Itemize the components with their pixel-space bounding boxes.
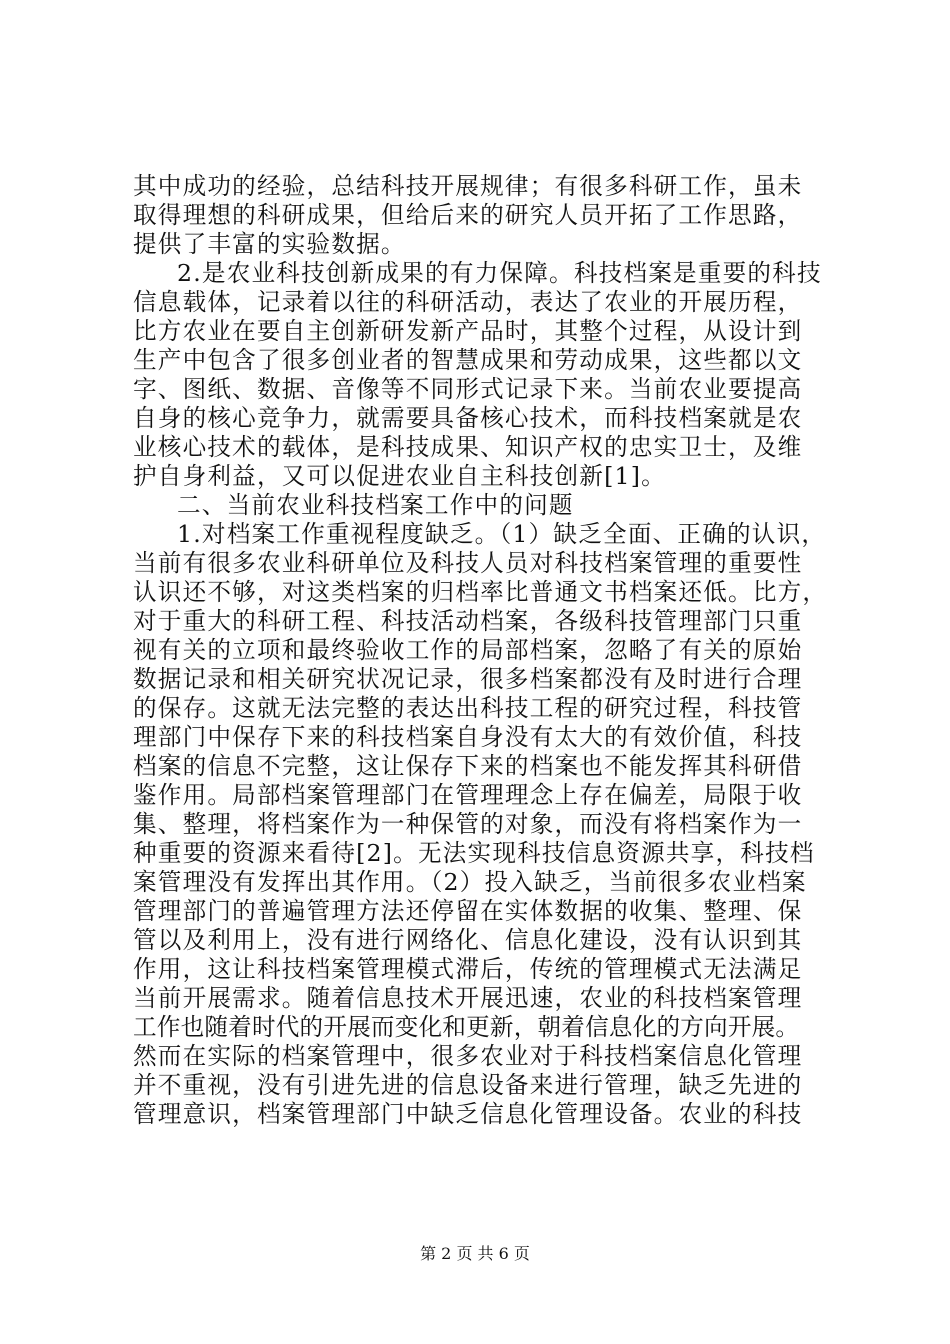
text-line: 其中成功的经验，总结科技开展规律；有很多科研工作，虽未 xyxy=(133,172,803,200)
text-line: 生产中包含了很多创业者的智慧成果和劳动成果，这些都以文 xyxy=(133,346,803,374)
text-line: 并不重视，没有引进先进的信息设备来进行管理，缺乏先进的 xyxy=(133,1071,803,1099)
page-number-footer: 第 2 页 共 6 页 xyxy=(420,1244,530,1263)
text-line: 数据记录和相关研究状况记录，很多档案都没有及时进行合理 xyxy=(133,665,803,693)
text-line: 管理部门的普遍管理方法还停留在实体数据的收集、整理、保 xyxy=(133,897,803,925)
text-line: 理部门中保存下来的科技档案自身没有太大的有效价值，科技 xyxy=(133,723,803,751)
text-line: 自身的核心竞争力，就需要具备核心技术，而科技档案就是农 xyxy=(133,404,803,432)
text-line: 提供了丰富的实验数据。 xyxy=(133,230,406,258)
body-text xyxy=(133,172,833,1129)
text-line: 视有关的立项和最终验收工作的局部档案，忽略了有关的原始 xyxy=(133,636,803,664)
text-line: 鉴作用。局部档案管理部门在管理理念上存在偏差，局限于收 xyxy=(133,781,803,809)
text-line: 作用，这让科技档案管理模式滞后，传统的管理模式无法满足 xyxy=(133,955,803,983)
text-line: 比方农业在要自主创新研发新产品时，其整个过程，从设计到 xyxy=(133,317,803,345)
text-line: 护自身利益，又可以促进农业自主科技创新[1]。 xyxy=(133,462,666,490)
text-line: 对于重大的科研工程、科技活动档案，各级科技管理部门只重 xyxy=(133,607,803,635)
text-line: 取得理想的科研成果，但给后来的研究人员开拓了工作思路， xyxy=(133,201,803,229)
text-line: 当前有很多农业科研单位及科技人员对科技档案管理的重要性 xyxy=(133,549,803,577)
text-line: 集、整理，将档案作为一种保管的对象，而没有将档案作为一 xyxy=(133,810,803,838)
text-line: 档案的信息不完整，这让保存下来的档案也不能发挥其科研借 xyxy=(133,752,803,780)
text-line: 字、图纸、数据、音像等不同形式记录下来。当前农业要提高 xyxy=(133,375,803,403)
section-heading: 二、当前农业科技档案工作中的问题 xyxy=(177,491,574,519)
paragraph-start-line: 1.对档案工作重视程度缺乏。（1）缺乏全面、正确的认识， xyxy=(177,520,827,548)
text-line: 当前开展需求。随着信息技术开展迅速，农业的科技档案管理 xyxy=(133,984,803,1012)
text-line: 管以及利用上，没有进行网络化、信息化建设，没有认识到其 xyxy=(133,926,803,954)
text-line: 案管理没有发挥出其作用。（2）投入缺乏，当前很多农业档案 xyxy=(133,868,807,896)
text-line: 种重要的资源来看待[2]。无法实现科技信息资源共享，科技档 xyxy=(133,839,815,867)
text-line: 的保存。这就无法完整的表达出科技工程的研究过程，科技管 xyxy=(133,694,803,722)
text-line: 业核心技术的载体，是科技成果、知识产权的忠实卫士，及维 xyxy=(133,433,803,461)
text-line: 管理意识，档案管理部门中缺乏信息化管理设备。农业的科技 xyxy=(133,1100,803,1128)
text-line: 信息载体，记录着以往的科研活动，表达了农业的开展历程， xyxy=(133,288,803,316)
paragraph-start-line: 2.是农业科技创新成果的有力保障。科技档案是重要的科技 xyxy=(177,259,822,287)
text-line: 认识还不够，对这类档案的归档率比普通文书档案还低。比方， xyxy=(133,578,828,606)
text-line: 然而在实际的档案管理中，很多农业对于科技档案信息化管理 xyxy=(133,1042,803,1070)
text-line: 工作也随着时代的开展而变化和更新，朝着信息化的方向开展。 xyxy=(133,1013,800,1041)
